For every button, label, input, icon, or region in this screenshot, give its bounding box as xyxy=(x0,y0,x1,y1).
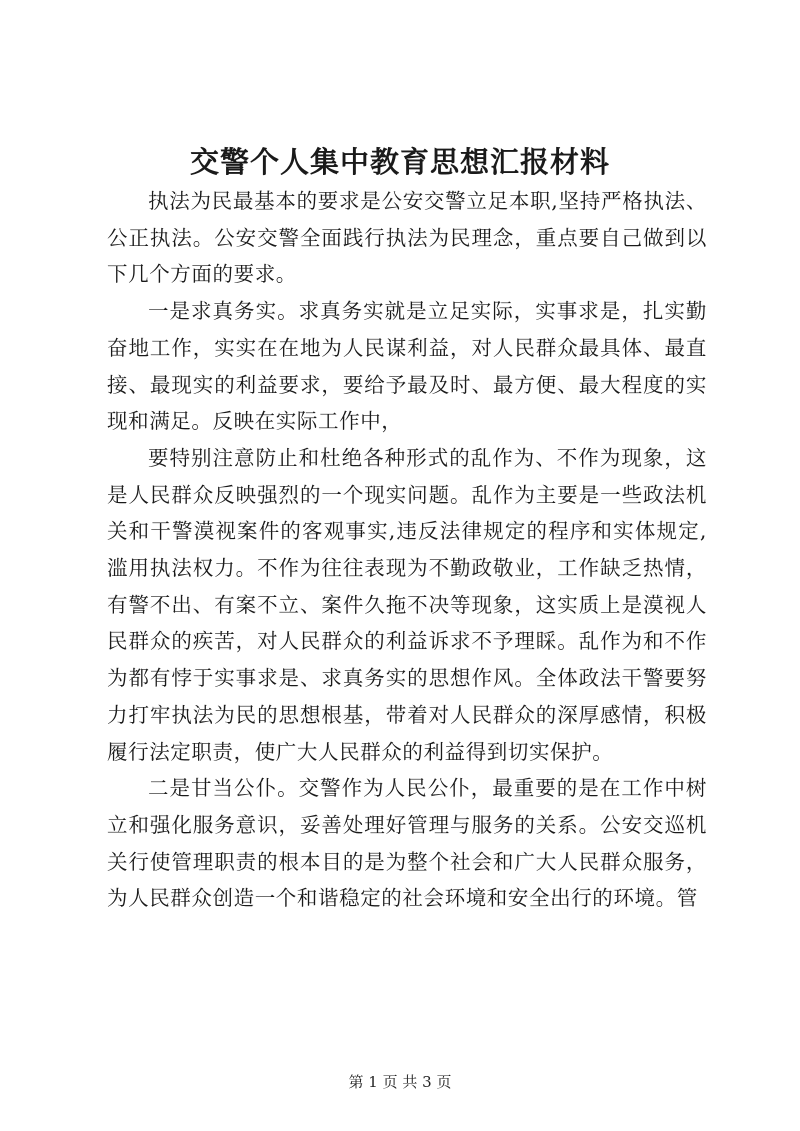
page-number-footer: 第 1 页 共 3 页 xyxy=(348,1073,452,1091)
paragraph-intro: 执法为民最基本的要求是公安交警立足本职,坚持严格执法、公正执法。公安交警全面践行执法为民理念，重点要自己做到以下几个方面的要求。 xyxy=(107,189,707,287)
document-body xyxy=(107,183,707,917)
paragraph-point-two: 二是甘当公仆。交警作为人民公仆，最重要的是在工作中树立和强化服务意识，妥善处理好管理与服务的关系。公安交巡机关行使管理职责的根本目的是为整个社会和广大人民群众服务，为人民群众创造一个和谐稳定的社会环境和安全出行的环境。管 xyxy=(107,776,707,911)
page-title: 交警个人集中教育思想汇报材料 xyxy=(189,145,610,179)
paragraph-point-one-continued: 要特别注意防止和杜绝各种形式的乱作为、不作为现象，这是人民群众反映强烈的一个现实问题。乱作为主要是一些政法机关和干警漠视案件的客观事实,违反法律规定的程序和实体规定,滥用执法权力。不作为往往表现为不勤政敬业，工作缺乏热情，有警不出、有案不立、案件久拖不决等现象，这实质上是漠视人民群众的疾苦，对人民群众的利益诉求不予理睬。乱作为和不作为都有悖于实事求是、求真务实的思想作风。全体政法干警要努力打牢执法为民的思想根基，带着对人民群众的深厚感情，积极履行法定职责，使广大人民群众的利益得到切实保护。 xyxy=(107,445,707,764)
paragraph-point-one: 一是求真务实。求真务实就是立足实际，实事求是，扎实勤奋地工作，实实在在地为人民谋利益，对人民群众最具体、最直接、最现实的利益要求，要给予最及时、最方便、最大程度的实现和满足。反映在实际工作中， xyxy=(107,299,707,434)
